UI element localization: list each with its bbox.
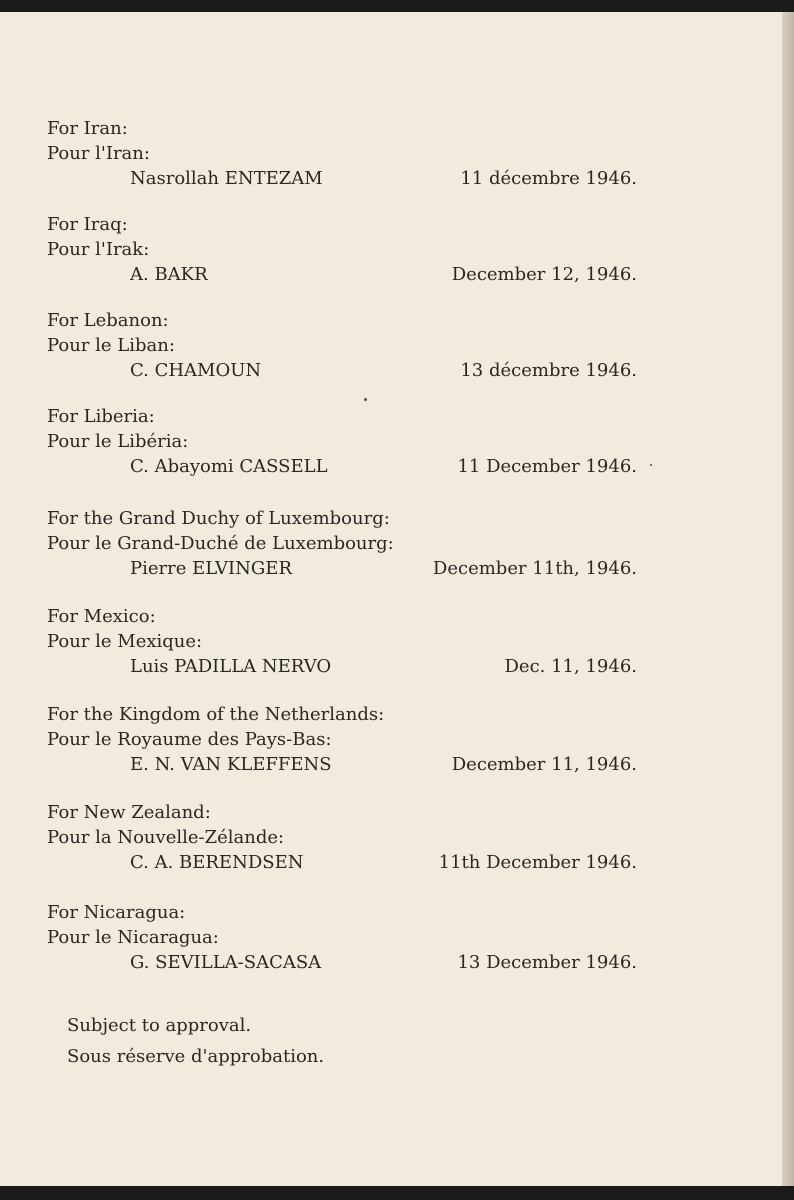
signature-date: 13 December 1946. xyxy=(457,952,637,973)
country-label-fr: Pour la Nouvelle-Zélande: xyxy=(47,827,285,848)
country-label-en: For Mexico: xyxy=(47,606,156,627)
country-label-fr: Pour le Grand-Duché de Luxembourg: xyxy=(47,533,394,554)
country-label-fr: Pour le Liban: xyxy=(47,335,175,356)
signature-entry-mexico xyxy=(47,604,647,679)
page-edge-shadow xyxy=(782,12,794,1186)
signature-date: 11 décembre 1946. xyxy=(460,168,637,189)
signature-entry-lebanon xyxy=(47,308,647,383)
signature-date: December 11, 1946. xyxy=(451,754,637,775)
reservation-note-en: Subject to approval. xyxy=(67,1015,252,1036)
signatory-name: Pierre ELVINGER xyxy=(130,558,292,579)
ink-speck xyxy=(650,464,652,466)
signature-row xyxy=(47,850,647,875)
document-page xyxy=(0,12,782,1186)
signature-date: 13 décembre 1946. xyxy=(460,360,637,381)
country-label-en: For New Zealand: xyxy=(47,802,211,823)
signature-date: December 11th, 1946. xyxy=(432,558,637,579)
country-label-fr: Pour le Libéria: xyxy=(47,431,189,452)
country-label-fr: Pour le Nicaragua: xyxy=(47,927,219,948)
signatory-name: C. Abayomi CASSELL xyxy=(130,456,328,477)
reservation-note xyxy=(67,1010,324,1072)
country-label-en: For the Grand Duchy of Luxembourg: xyxy=(47,508,390,529)
signature-entry-new-zealand xyxy=(47,800,647,875)
signature-date: 11 December 1946. xyxy=(457,456,637,477)
signature-row xyxy=(47,358,647,383)
signature-entry-iran xyxy=(47,116,647,191)
signature-row xyxy=(47,752,647,777)
signatory-name: Nasrollah ENTEZAM xyxy=(130,168,323,189)
signatory-name: C. CHAMOUN xyxy=(130,360,262,381)
signature-entry-luxembourg xyxy=(47,506,647,581)
ink-speck xyxy=(364,398,367,401)
country-label-fr: Pour l'Iran: xyxy=(47,143,150,164)
country-label-en: For the Kingdom of the Netherlands: xyxy=(47,704,385,725)
signature-row xyxy=(47,654,647,679)
signature-row xyxy=(47,454,647,479)
signature-entry-netherlands xyxy=(47,702,647,777)
signatory-name: C. A. BERENDSEN xyxy=(130,852,304,873)
signature-row xyxy=(47,556,647,581)
signature-entry-nicaragua xyxy=(47,900,647,975)
signature-date: 11th December 1946. xyxy=(438,852,637,873)
signature-date: Dec. 11, 1946. xyxy=(504,656,637,677)
signature-row xyxy=(47,262,647,287)
country-label-fr: Pour le Royaume des Pays-Bas: xyxy=(47,729,332,750)
country-label-en: For Iraq: xyxy=(47,214,128,235)
signatory-name: G. SEVILLA-SACASA xyxy=(130,952,322,973)
country-label-en: For Nicaragua: xyxy=(47,902,186,923)
signature-row xyxy=(47,950,647,975)
signature-row xyxy=(47,166,647,191)
country-label-en: For Liberia: xyxy=(47,406,155,427)
country-label-en: For Iran: xyxy=(47,118,128,139)
signatory-name: Luis PADILLA NERVO xyxy=(130,656,332,677)
signature-entry-liberia xyxy=(47,404,647,479)
reservation-note-fr: Sous réserve d'approbation. xyxy=(67,1046,325,1067)
signature-date: December 12, 1946. xyxy=(451,264,637,285)
signature-entry-iraq xyxy=(47,212,647,287)
signatory-name: E. N. VAN KLEFFENS xyxy=(130,754,332,775)
country-label-en: For Lebanon: xyxy=(47,310,169,331)
country-label-fr: Pour le Mexique: xyxy=(47,631,203,652)
signatory-name: A. BAKR xyxy=(130,264,208,285)
country-label-fr: Pour l'Irak: xyxy=(47,239,150,260)
